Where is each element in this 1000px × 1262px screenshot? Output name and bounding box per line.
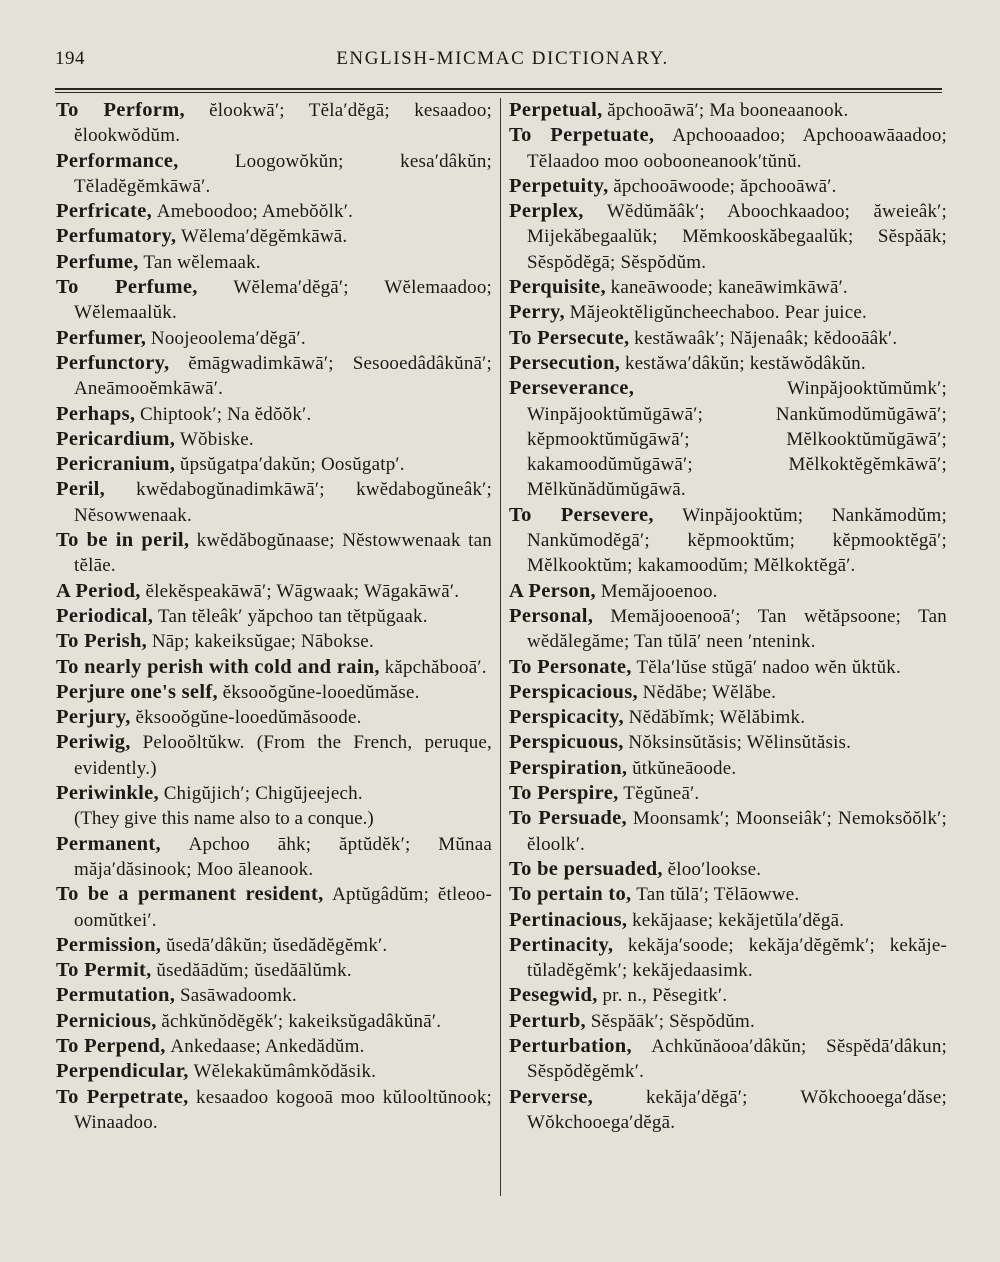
entry-definition: Memăjooenoo.: [600, 580, 718, 602]
entry-headword: Perfricate,: [56, 200, 153, 223]
dictionary-entry: [56, 351, 492, 402]
entry-headword: Perseverance,: [509, 377, 635, 400]
dictionary-entry: [509, 98, 947, 123]
dictionary-entry: [56, 528, 492, 579]
dictionary-entry: [56, 579, 492, 604]
entry-headword: Perspiration,: [509, 756, 628, 779]
page-header: [55, 48, 950, 76]
entry-definition: ĕloo′lookse.: [667, 858, 762, 880]
entry-definition: Winpăjooktŭm; Nankămodŭm; Nankŭmodĕgā′; kĕpmooktŭm; kĕpmooktĕgā′; Mĕlkooktŭm; kakamoodŭm; Mĕlkoktĕgā′.: [527, 504, 947, 577]
entry-definition: kekăja′dĕgā′; Wŏkchooega′dăse; Wŏkchooega′dĕgā.: [527, 1086, 948, 1133]
entry-definition: ĕmāgwadimkāwā′; Sesooedâdâkŭnā′; Aneāmooĕmkāwā′.: [74, 352, 492, 400]
dictionary-entry: [509, 781, 947, 806]
entry-definition: Tan tĕleâk′ yăpchoo tan tĕtpŭgaak.: [157, 605, 428, 627]
dictionary-entry: [509, 1009, 947, 1034]
dictionary-entry: [509, 756, 947, 781]
entry-definition: ŭsedā′dâkŭn; ŭsedădĕgĕmk′.: [165, 934, 388, 956]
dictionary-entry: [56, 1009, 492, 1034]
entry-definition: Sĕspăāk′; Sĕspŏdŭm.: [590, 1010, 755, 1032]
dictionary-entry: [509, 730, 947, 755]
entry-definition: Wŏbiske.: [179, 428, 254, 450]
entry-headword: Perspicacity,: [509, 706, 624, 729]
entry-headword: Permanent,: [56, 832, 161, 855]
dictionary-entry: [509, 882, 947, 907]
entry-headword: Pernicious,: [56, 1009, 157, 1032]
entry-definition: Wĕdŭmăâk′; Aboochkaadoo; ăweieâk′; Mijekăbegaalŭk; Mĕmkooskăbegaalŭk; Sĕspăāk; Sĕspŏdĕgā; Sĕspŏdŭm.: [527, 201, 948, 273]
entry-definition: ăpchooāwā′; Ma booneaanook.: [607, 100, 849, 121]
entry-definition: Wĕlema′dĕgā′; Wĕlemaadoo; Wĕlemaalŭk.: [74, 277, 493, 324]
dictionary-entry: [509, 275, 947, 300]
entry-definition: ăpchooāwoode; ăpchooāwā′.: [613, 175, 837, 197]
entry-definition: Noojeoolema′dĕgā′.: [150, 327, 306, 349]
dictionary-entry: [509, 1085, 947, 1136]
entry-headword: Periwinkle,: [56, 782, 159, 805]
dictionary-entry: [56, 1034, 492, 1059]
entry-definition: ăchkŭnŏdĕgĕk′; kakeiksŭgadâkŭnā′.: [161, 1010, 442, 1032]
entry-definition: Apchoo āhk; ăptŭdĕk′; Mŭnaa măja′dăsinook; Moo āleanook.: [74, 833, 493, 880]
entry-headword: Perpendicular,: [56, 1060, 189, 1083]
entry-definition: kwĕdăbogŭnaase; Nĕstowwenaak tan tĕlāe.: [74, 530, 492, 577]
entry-headword: Perturbation,: [509, 1034, 632, 1057]
entry-headword: To Persecute,: [509, 326, 630, 349]
entry-headword: Perspicuous,: [509, 731, 624, 754]
dictionary-entry: [56, 933, 492, 958]
entry-definition: ĕlookwā′; Tĕla′dĕgā; kesaadoo; ĕlookwŏdŭm.: [74, 100, 492, 147]
right-column: [509, 98, 947, 1135]
dictionary-entry: [509, 933, 947, 984]
dictionary-entry: [56, 250, 492, 275]
entry-headword: Perjury,: [56, 706, 131, 729]
entry-headword: To be persuaded,: [509, 857, 663, 880]
entry-definition: Tĕgŭneā′.: [623, 783, 700, 805]
entry-headword: Personal,: [509, 604, 594, 627]
entry-definition: ŭsedăādŭm; ŭsedăālŭmk.: [156, 960, 352, 982]
entry-definition: kestăwa′dâkŭn; kestăwŏdâkŭn.: [624, 352, 866, 374]
entry-definition: Achkŭnăooa′dâkŭn; Sĕspĕdā′dâkun; Sĕspŏdĕgĕmk′.: [527, 1035, 948, 1083]
entry-definition: Tan wĕlemaak.: [143, 251, 261, 273]
entry-definition: ĕlekĕspeakāwā′; Wāgwaak; Wāgakāwā′.: [145, 580, 460, 602]
entry-headword: Periwig,: [56, 731, 131, 754]
dictionary-entry: [509, 300, 947, 325]
entry-definition: Tĕla′lŭse stŭgā′ nadoo wĕn ŭktŭk.: [636, 656, 901, 678]
entry-headword: To Persevere,: [509, 503, 654, 526]
dictionary-entry: [56, 730, 492, 781]
dictionary-entry: [509, 351, 947, 376]
dictionary-entry: [509, 680, 947, 705]
dictionary-entry: [509, 857, 947, 882]
entry-definition: kăpchăbooā′.: [384, 656, 487, 678]
dictionary-entry: [56, 199, 492, 224]
dictionary-entry: [56, 275, 492, 326]
entry-headword: Permission,: [56, 933, 162, 956]
entry-definition: Winpăjooktŭmŭmk′; Winpăjooktŭmŭgāwā′; Nankŭmodŭmŭgāwā′; kĕpmooktŭmŭgāwā′; Mĕlkooktŭmŭgāwā′; kakamoodŭmŭgāwā′; Mĕlkoktĕgĕmkāwā′; Mĕlkŭnădŭmŭgāwā.: [527, 378, 947, 501]
entry-definition: Aptŭgâdŭm; ĕtleoo-oomŭtkei′.: [74, 884, 493, 931]
entry-headword: To Perpend,: [56, 1034, 166, 1057]
entry-headword: To Perish,: [56, 630, 148, 653]
entry-headword: Perspicacious,: [509, 680, 638, 703]
entry-headword: To Perform,: [56, 99, 185, 121]
entry-headword: Pericardium,: [56, 427, 176, 450]
entry-definition: kekăja′soode; kekăja′dĕgĕmk′; kekăje-tŭladĕgĕmk′; kekăjedaasimk.: [527, 934, 947, 982]
entry-headword: Perquisite,: [509, 276, 606, 299]
dictionary-entry: [56, 452, 492, 477]
entry-definition: pr. n., Pĕsegitk′.: [602, 985, 728, 1007]
dictionary-entry: [56, 402, 492, 427]
entry-definition: Nāp; kakeiksŭgae; Nābokse.: [151, 631, 374, 653]
entry-definition: Nĕdăbe; Wĕlăbe.: [642, 681, 777, 703]
dictionary-entry: [56, 477, 492, 528]
entry-headword: Perverse,: [509, 1085, 594, 1108]
dictionary-entry: [509, 1034, 947, 1085]
dictionary-entry: [509, 579, 947, 604]
entry-headword: To Perspire,: [509, 782, 619, 805]
entry-definition: Memăjooenooā′; Tan wĕtăpsoone; Tan wĕdălegăme; Tan tŭlā′ neen ′ntenink.: [527, 605, 947, 653]
dictionary-entry: [56, 1059, 492, 1084]
dictionary-entry: [56, 680, 492, 705]
entry-definition: Loogowŏkŭn; kesa′dâkŭn; Tĕladĕgĕmkāwā′.: [74, 150, 492, 197]
entry-definition: Apchooaadoo; Apchooawāaadoo; Tĕlaadoo moo oobooneanook′tŭnŭ.: [527, 125, 947, 172]
entry-headword: To Personate,: [509, 655, 632, 678]
entry-headword: To be a permanent resident,: [56, 883, 324, 906]
dictionary-entry: [56, 98, 492, 149]
entry-headword: Peril,: [56, 478, 106, 501]
entry-definition: kestăwaâk′; Năjenaâk; kĕdooāâk′.: [634, 327, 898, 349]
entry-definition: Ameboodoo; Amebŏŏlk′.: [156, 201, 354, 223]
dictionary-entry: [509, 705, 947, 730]
entry-definition: Nŏksinsŭtăsis; Wĕlinsŭtăsis.: [628, 732, 852, 754]
entry-definition: ĕksooŏgŭne-looedŭmăsoode.: [135, 707, 362, 729]
entry-headword: Pertinacity,: [509, 933, 614, 956]
dictionary-entry: [56, 1085, 492, 1136]
dictionary-entry: [509, 174, 947, 199]
dictionary-entry: [56, 629, 492, 654]
entry-definition: Tan tŭlā′; Tĕlāowwe.: [636, 884, 800, 906]
dictionary-entry: [509, 655, 947, 680]
entry-headword: To Persuade,: [509, 807, 627, 830]
left-column: [56, 98, 492, 1135]
entry-headword: Perturb,: [509, 1009, 586, 1032]
dictionary-entry: [509, 376, 947, 502]
entry-headword: Perplex,: [509, 200, 584, 223]
entry-headword: A Period,: [56, 579, 141, 602]
entry-definition: Moonsamk′; Moonseiâk′; Nemoksŏŏlk′; ĕloolk′.: [527, 808, 947, 855]
entry-headword: Periodical,: [56, 604, 154, 627]
dictionary-entry: [509, 503, 947, 579]
entry-headword: Perpetual,: [509, 99, 603, 121]
dictionary-entry: [509, 123, 947, 174]
entry-definition: kesaadoo kogooā moo kŭlooltŭnook; Winaadoo.: [74, 1086, 493, 1133]
entry-headword: To Permit,: [56, 959, 152, 982]
dictionary-entry: [509, 908, 947, 933]
entry-headword: To Perpetuate,: [509, 124, 655, 147]
entry-headword: Perfumatory,: [56, 225, 177, 248]
dictionary-entry: [56, 781, 492, 806]
entry-definition: Nĕdăbĭmk; Wĕlăbimk.: [628, 707, 806, 729]
entry-definition: Măjeoktĕligŭncheechaboo. Pear juice.: [569, 302, 867, 324]
entry-definition: ŭpsŭgatpa′dakŭn; Oosŭgatp′.: [179, 454, 405, 476]
dictionary-entry: [56, 705, 492, 730]
dictionary-entry: [509, 604, 947, 655]
entry-headword: Perjure one's self,: [56, 680, 218, 703]
entry-definition: kwĕdabogŭnadimkāwā′; kwĕdabogŭneâk′; Nĕsowwenaak.: [74, 479, 492, 526]
dictionary-entry: [56, 149, 492, 200]
entry-headword: Pertinacious,: [509, 908, 628, 931]
entry-definition: ŭtkŭneāoode.: [632, 757, 737, 779]
entry-definition: Wĕlekakŭmâmkŏdăsik.: [193, 1061, 377, 1083]
dictionary-entry: [56, 655, 492, 680]
entry-definition: ĕksooŏgŭne-looedŭmăse.: [222, 681, 420, 703]
entry-headword: Perpetuity,: [509, 174, 609, 197]
entry-definition: kaneāwoode; kaneāwimkāwā′.: [610, 277, 848, 299]
entry-headword: Persecution,: [509, 351, 621, 374]
header-rule: [55, 88, 942, 90]
entry-headword: To Perfume,: [56, 276, 198, 299]
dictionary-entry: [56, 832, 492, 883]
dictionary-entry: [56, 983, 492, 1008]
dictionary-entry: [56, 604, 492, 629]
entry-headword: To pertain to,: [509, 883, 632, 906]
entry-definition: Chiptook′; Na ĕdŏŏk′.: [140, 403, 312, 425]
entry-definition: kekăjaase; kekăjetŭla′dĕgā.: [632, 909, 845, 931]
entry-definition: Chigŭjich′; Chigŭjeejech.: [163, 783, 363, 805]
entry-headword: Perfunctory,: [56, 351, 170, 374]
running-title: ENGLISH-MICMAC DICTIONARY.: [336, 48, 669, 69]
entry-headword: Performance,: [56, 149, 179, 172]
dictionary-entry: [509, 326, 947, 351]
entry-headword: To nearly perish with cold and rain,: [56, 655, 380, 678]
entry-headword: To Perpetrate,: [56, 1085, 189, 1108]
entry-headword: To be in peril,: [56, 529, 190, 552]
entry-note: (They give this name also to a conque.): [74, 808, 374, 830]
header-rule-thin: [55, 92, 942, 93]
entry-headword: Pesegwid,: [509, 984, 598, 1007]
entry-headword: Perry,: [509, 301, 565, 324]
entry-headword: Permutation,: [56, 984, 176, 1007]
dictionary-entry: [509, 806, 947, 857]
entry-headword: Pericranium,: [56, 453, 176, 476]
dictionary-entry: [56, 224, 492, 249]
page-number: 194: [55, 48, 85, 69]
entry-headword: Perfume,: [56, 250, 139, 273]
dictionary-entry: [509, 983, 947, 1008]
entry-definition: Sasāwadoomk.: [179, 985, 297, 1007]
dictionary-entry: [56, 882, 492, 933]
column-divider: [500, 98, 501, 1196]
dictionary-entry: [56, 958, 492, 983]
dictionary-entry: [509, 199, 947, 275]
dictionary-entry: [56, 427, 492, 452]
entry-headword: A Person,: [509, 579, 596, 602]
dictionary-entry: [56, 326, 492, 351]
entry-headword: Perfumer,: [56, 326, 147, 349]
entry-definition: Pelooŏltŭkw. (From the French, peruque, evidently.): [74, 732, 492, 779]
entry-definition: Wĕlema′dĕgĕmkāwā.: [181, 226, 348, 248]
entry-headword: Perhaps,: [56, 402, 136, 425]
entry-definition: Ankedaase; Ankedădŭm.: [170, 1035, 365, 1057]
